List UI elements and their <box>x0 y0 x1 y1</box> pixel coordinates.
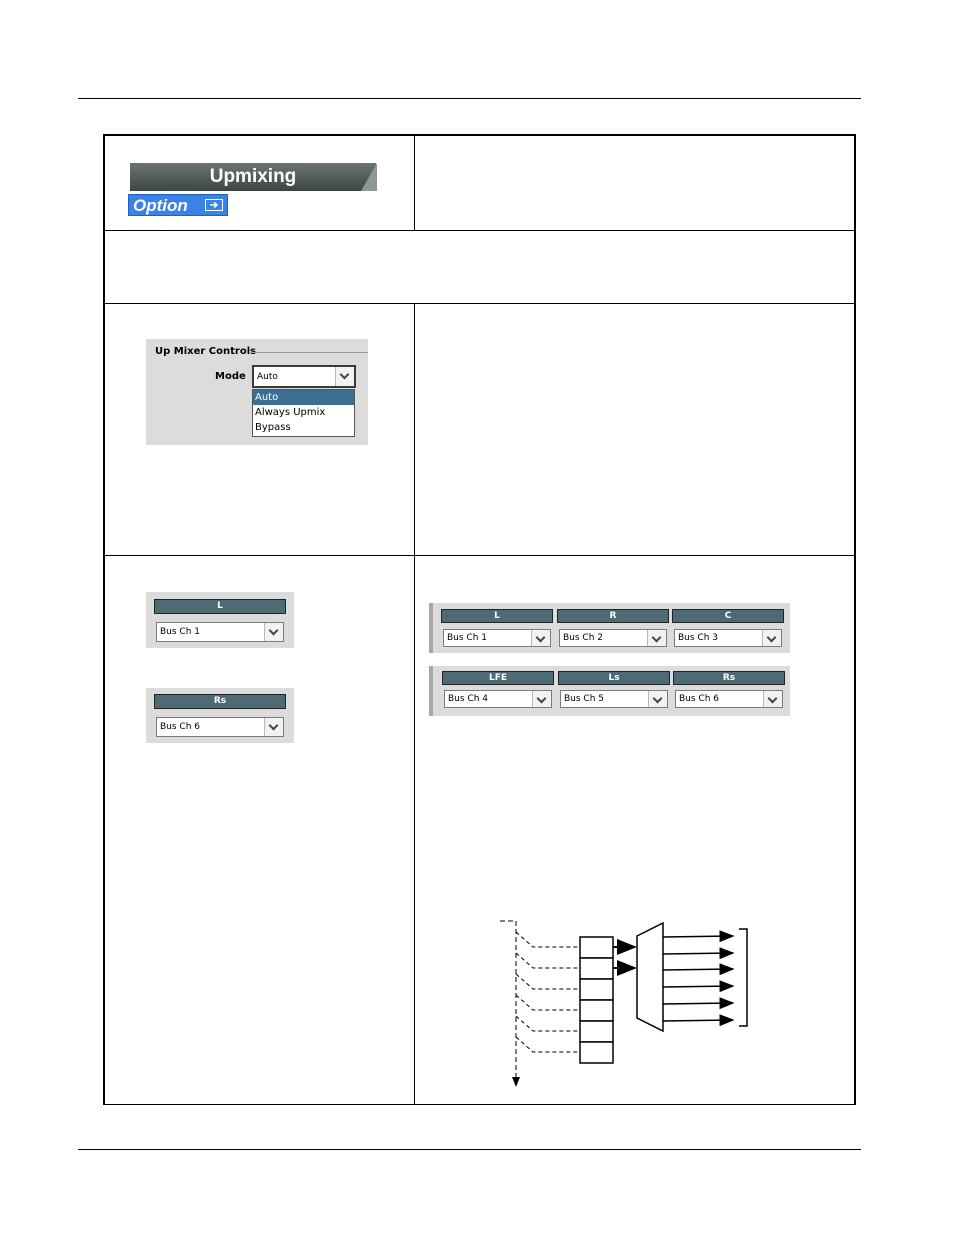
channel-select[interactable] <box>675 690 783 708</box>
upmix-signal-flow-diagram <box>495 916 755 1096</box>
channel-header: C <box>672 609 784 623</box>
channel-header: Ls <box>558 671 670 685</box>
bus-taps <box>516 932 580 1052</box>
channel-header: LFE <box>442 671 554 685</box>
channel-select[interactable] <box>560 690 668 708</box>
output-arrows <box>663 936 733 1021</box>
footer-rule <box>78 1149 861 1150</box>
option-badge <box>128 194 228 216</box>
arrow-right-icon: ➔ <box>205 199 223 211</box>
channel-select-value: Bus Ch 6 <box>679 694 720 704</box>
option-label: Option <box>133 196 188 215</box>
mode-dropdown-list <box>252 389 355 437</box>
chevron-down-icon[interactable] <box>264 623 283 641</box>
header-rule <box>78 98 861 99</box>
chevron-down-icon[interactable] <box>647 630 666 646</box>
channel-header: L <box>154 599 286 614</box>
mode-option[interactable]: Bypass <box>255 422 291 433</box>
column-divider <box>414 303 415 1104</box>
channel-select-value: Bus Ch 3 <box>678 633 719 643</box>
output-bracket <box>739 929 747 1026</box>
row-divider <box>105 555 854 556</box>
chevron-down-icon[interactable] <box>264 718 283 736</box>
chevron-down-icon[interactable] <box>532 691 551 707</box>
channel-select-value: Bus Ch 1 <box>447 633 488 643</box>
channel-select[interactable] <box>444 690 552 708</box>
channel-select-value: Bus Ch 1 <box>160 627 201 637</box>
up-mixer-legend: Up Mixer Controls <box>155 346 257 357</box>
routing-strip-1 <box>429 603 790 653</box>
mode-option[interactable]: Auto <box>253 390 354 405</box>
channel-header: R <box>557 609 669 623</box>
banner-tab-edge <box>361 163 377 191</box>
chevron-down-icon[interactable] <box>531 630 550 646</box>
upmixing-banner <box>130 163 376 191</box>
channel-select-value: Bus Ch 4 <box>448 694 489 704</box>
channel-select[interactable] <box>674 629 782 647</box>
single-select-panel <box>146 592 294 648</box>
routing-strip-2 <box>429 666 790 716</box>
mode-option[interactable]: Always Upmix <box>255 407 326 418</box>
channel-header: L <box>441 609 553 623</box>
channel-header: Rs <box>673 671 785 685</box>
channel-header: Rs <box>154 694 286 709</box>
legend-line <box>253 352 368 353</box>
mode-select[interactable] <box>252 365 356 388</box>
channel-select-value: Bus Ch 2 <box>563 633 604 643</box>
channel-selector-stack <box>580 937 613 1063</box>
channel-select-value: Bus Ch 5 <box>564 694 605 704</box>
mode-label: Mode <box>215 371 246 382</box>
input-arrows <box>613 947 635 968</box>
upmixer-block <box>637 923 663 1031</box>
single-select-panel <box>146 688 294 743</box>
channel-select[interactable] <box>156 717 284 737</box>
channel-select-value: Bus Ch 6 <box>160 722 201 732</box>
channel-select[interactable] <box>443 629 551 647</box>
row-divider <box>105 303 854 304</box>
chevron-down-icon[interactable] <box>335 367 354 386</box>
column-divider <box>414 136 415 230</box>
chevron-down-icon[interactable] <box>648 691 667 707</box>
row-divider <box>105 230 854 231</box>
chevron-down-icon[interactable] <box>763 691 782 707</box>
mode-select-value: Auto <box>257 371 278 382</box>
content-table <box>103 134 856 1105</box>
banner-title: Upmixing <box>209 166 297 187</box>
channel-select[interactable] <box>156 622 284 642</box>
channel-select[interactable] <box>559 629 667 647</box>
up-mixer-controls-panel <box>146 339 368 445</box>
bus-line <box>500 921 516 1086</box>
chevron-down-icon[interactable] <box>762 630 781 646</box>
